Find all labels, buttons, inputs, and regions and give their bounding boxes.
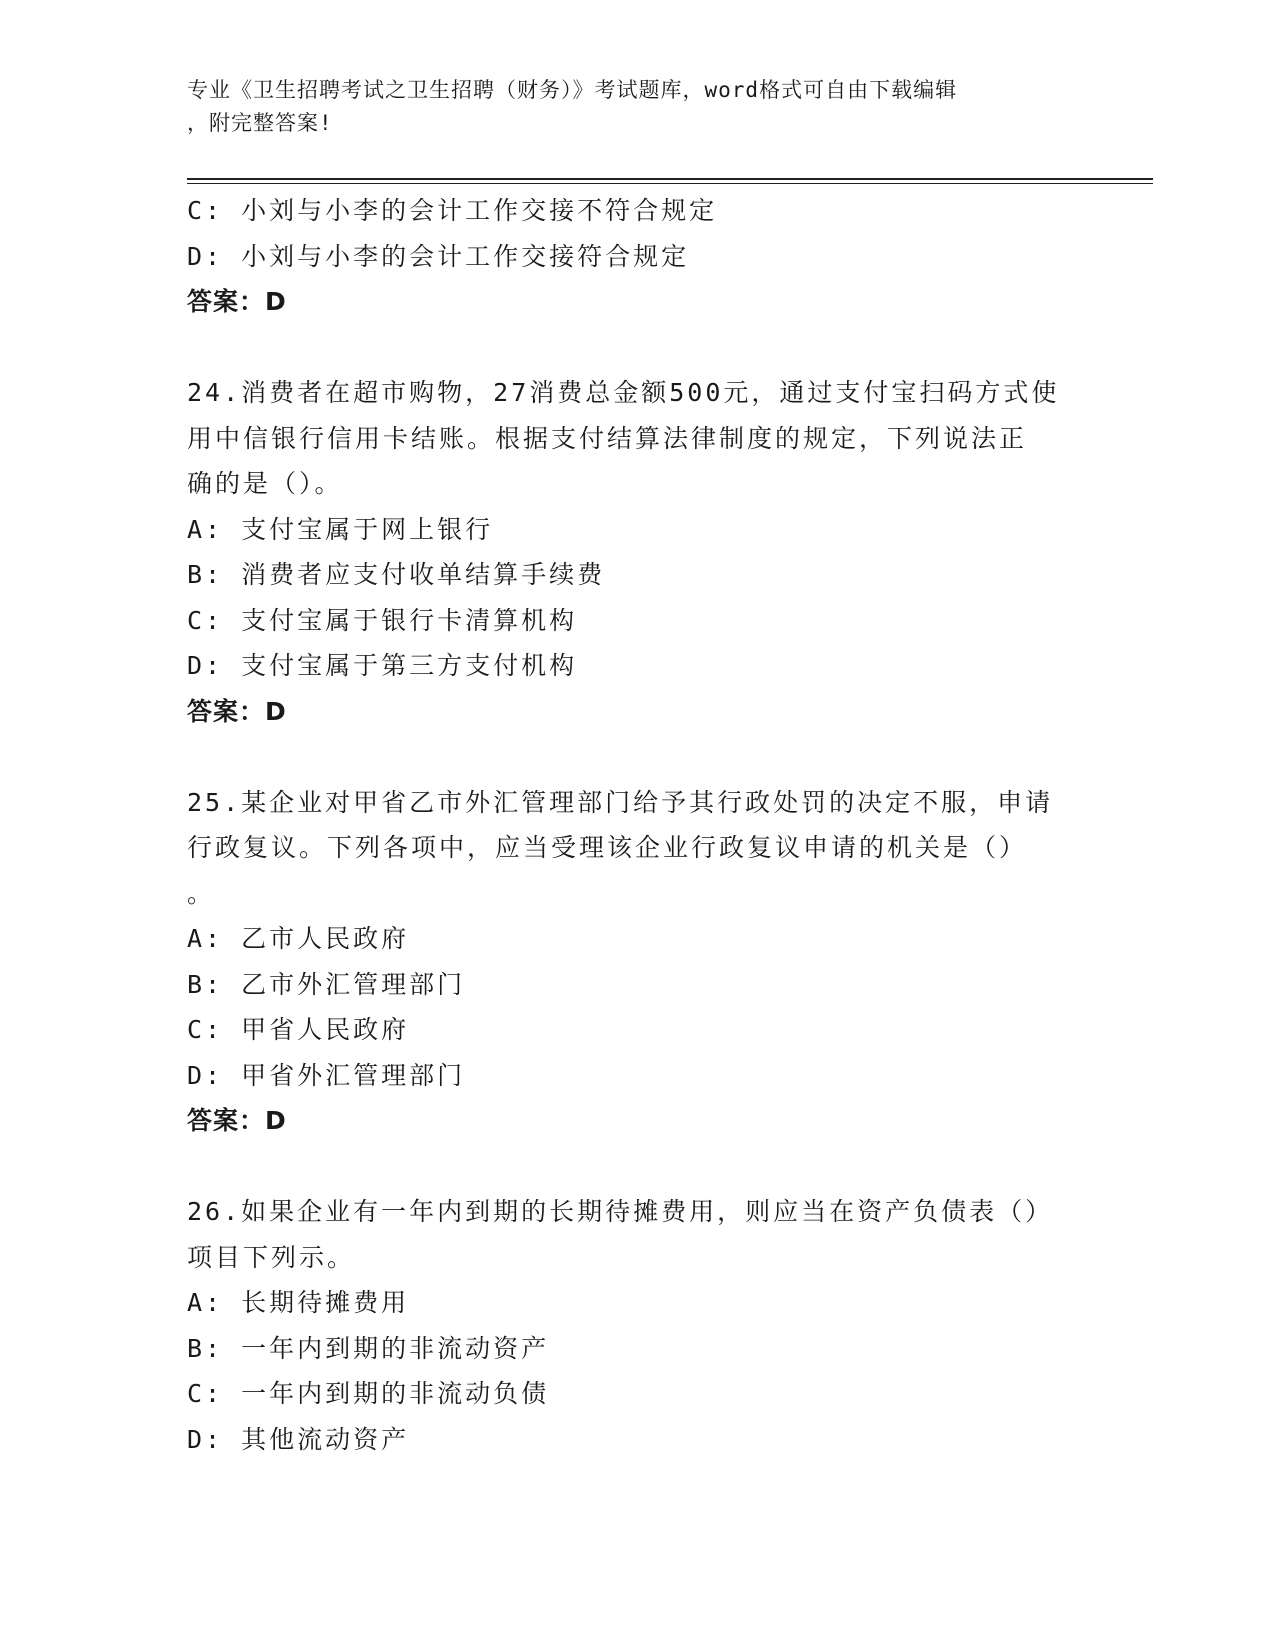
header-line: ，附完整答案! [187, 111, 333, 135]
spacer [187, 734, 1087, 780]
stem-line: 24.消费者在超市购物，27消费总金额500元，通过支付宝扫码方式使 [187, 378, 1060, 407]
question-list [187, 188, 1087, 1462]
option-c: C: 小刘与小李的会计工作交接不符合规定 [187, 196, 718, 225]
question-23-tail [187, 188, 1087, 325]
option-d: D: 支付宝属于第三方支付机构 [187, 651, 578, 680]
stem-line: 26.如果企业有一年内到期的长期待摊费用，则应当在资产负债表（） [187, 1197, 1054, 1226]
question-stem [187, 780, 1087, 917]
answer-label: 答案：D [187, 287, 287, 316]
answer-label: 答案：D [187, 1106, 287, 1135]
header-divider [187, 183, 1153, 184]
option-b: B: 乙市外汇管理部门 [187, 969, 466, 999]
header-divider [187, 178, 1153, 180]
stem-line: 行政复议。下列各项中，应当受理该企业行政复议申请的机关是（） [187, 833, 1028, 862]
stem-line: 25.某企业对甲省乙市外汇管理部门给予其行政处罚的决定不服，申请 [187, 787, 1054, 817]
document-header [187, 74, 1087, 140]
answer-label: 答案：D [187, 696, 287, 726]
option-d: D: 小刘与小李的会计工作交接符合规定 [187, 241, 690, 271]
option-a: A: 长期待摊费用 [187, 1288, 410, 1317]
spacer [187, 1144, 1087, 1190]
option-c: C: 甲省人民政府 [187, 1015, 410, 1044]
question-stem [187, 1189, 1087, 1280]
option-c: C: 一年内到期的非流动负债 [187, 1379, 550, 1408]
option-c: C: 支付宝属于银行卡清算机构 [187, 605, 578, 635]
option-d: D: 甲省外汇管理部门 [187, 1060, 466, 1090]
question-25 [187, 780, 1087, 1144]
option-b: B: 消费者应支付收单结算手续费 [187, 560, 606, 589]
option-a: A: 乙市人民政府 [187, 924, 410, 953]
spacer [187, 325, 1087, 371]
option-a: A: 支付宝属于网上银行 [187, 514, 494, 544]
stem-line: 项目下列示。 [187, 1242, 356, 1272]
option-b: B: 一年内到期的非流动资产 [187, 1333, 550, 1363]
question-stem [187, 370, 1087, 507]
stem-line: 用中信银行信用卡结账。根据支付结算法律制度的规定，下列说法正 [187, 423, 1028, 453]
option-d: D: 其他流动资产 [187, 1424, 410, 1454]
question-24 [187, 370, 1087, 734]
header-line: 专业《卫生招聘考试之卫生招聘（财务）》考试题库，word格式可自由下载编辑 [187, 78, 958, 102]
stem-line: 确的是（）。 [187, 469, 343, 498]
question-26 [187, 1189, 1087, 1462]
stem-line: 。 [187, 878, 216, 908]
